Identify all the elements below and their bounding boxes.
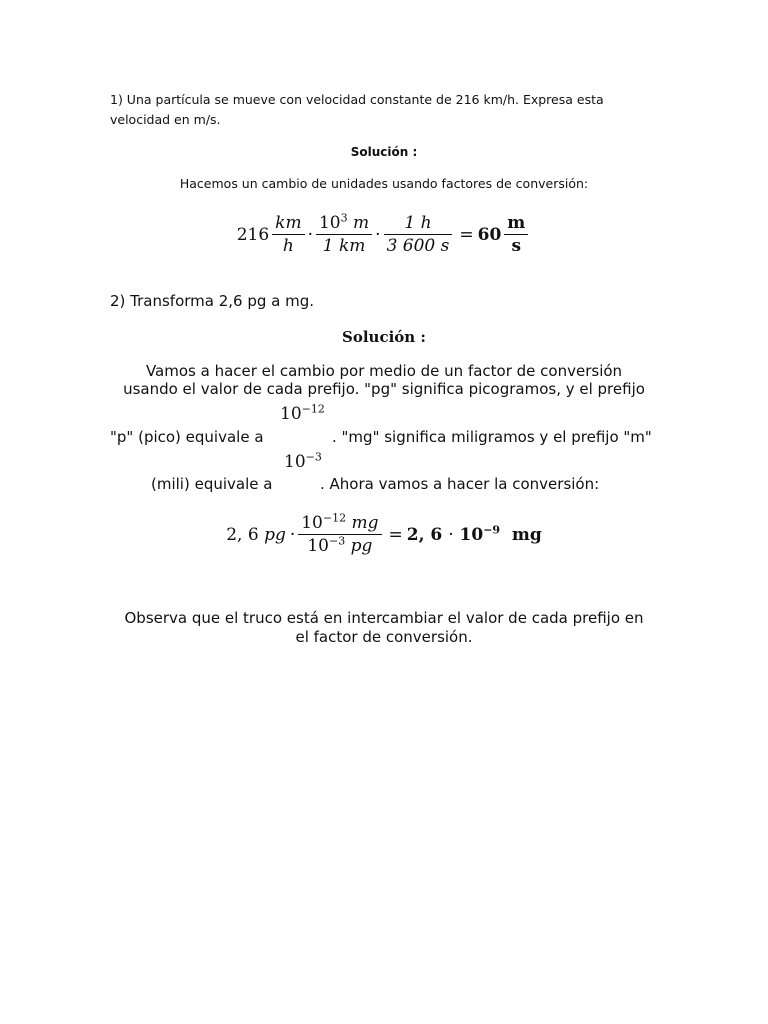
problem2-para-line3b: . "mg" significa miligramos y el prefijo "m" [332,428,652,446]
eq2-den-unit: pg [350,536,373,556]
problem2-equation [0,511,768,556]
eq1-dot-1: · [307,224,313,245]
eq1-f1-num: km [275,213,302,233]
problem1-equation [0,211,768,256]
eq1-dot-2: · [375,224,381,245]
eq1-f2-den: 1 km [322,236,366,256]
eq1-f2-base: 10 [318,213,341,233]
eq1-result-den: s [511,236,522,256]
eq1-fraction-kmh [272,214,304,255]
eq2-den-exp: −3 [329,534,346,548]
mili-value [284,452,322,472]
problem2-para-line4a: (mili) equivale a [151,475,273,493]
mili-base: 10 [284,452,306,472]
eq1-equals: = [459,224,474,245]
eq2-result-unit: mg [511,524,542,545]
problem2-para-line3a: "p" (pico) equivale a [110,428,264,446]
eq1-f2-unit: m [353,213,370,233]
eq2-lead-unit: pg [264,524,286,545]
problem2-para-line2: usando el valor de cada prefijo. "pg" significa picogramos, y el prefijo [123,380,645,398]
eq1-f3-num: 1 h [404,213,432,233]
eq2-dot: · [289,524,296,545]
eq2-den-base: 10 [307,536,329,556]
eq1-result-unit [504,214,528,255]
eq2-num-unit: mg [351,513,379,533]
eq2-result-dot: · [448,524,454,545]
eq1-lead: 216 [236,224,270,245]
problem1-statement [110,90,604,130]
closing-line2: el factor de conversión. [295,628,473,646]
eq1-result-value: 60 [477,224,502,245]
eq1-result-num: m [504,214,528,235]
eq2-equals: = [388,524,403,545]
mili-exp: −3 [305,450,322,464]
problem1-line2: velocidad en m/s. [110,112,221,127]
eq1-fraction-h-s [384,214,453,255]
problem1-intro: Hacemos un cambio de unidades usando factores de conversión: [179,176,589,191]
problem1-solution-label: Solución : [350,145,418,159]
pico-value [280,404,325,424]
eq2-lead-value: 2, 6 [226,524,259,545]
problem2-para-line4b: . Ahora vamos a hacer la conversión: [320,475,600,493]
eq1-f3-den: 3 600 s [386,236,450,256]
eq1-f2-exp: 3 [340,211,348,225]
eq2-num-exp: −12 [322,511,347,525]
eq1-fraction-m-km [316,211,372,256]
problem2-solution-label: Solución : [342,328,426,346]
eq2-result-exp: −9 [483,522,501,536]
problem2-statement: 2) Transforma 2,6 pg a mg. [110,292,315,310]
eq2-result [406,522,542,545]
eq2-num-base: 10 [301,513,323,533]
eq2-fraction [298,511,381,556]
problem2-para-line1: Vamos a hacer el cambio por medio de un factor de conversión [145,362,623,380]
closing-line1: Observa que el truco está en intercambiar el valor de cada prefijo en [124,609,644,627]
eq2-result-value: 2, 6 [406,524,443,545]
eq1-f1-den: h [282,236,294,256]
problem1-line1: 1) Una partícula se mueve con velocidad constante de 216 km/h. Expresa esta [110,92,604,107]
pico-base: 10 [280,404,302,424]
pico-exp: −12 [301,402,325,416]
eq2-result-base: 10 [459,524,484,545]
